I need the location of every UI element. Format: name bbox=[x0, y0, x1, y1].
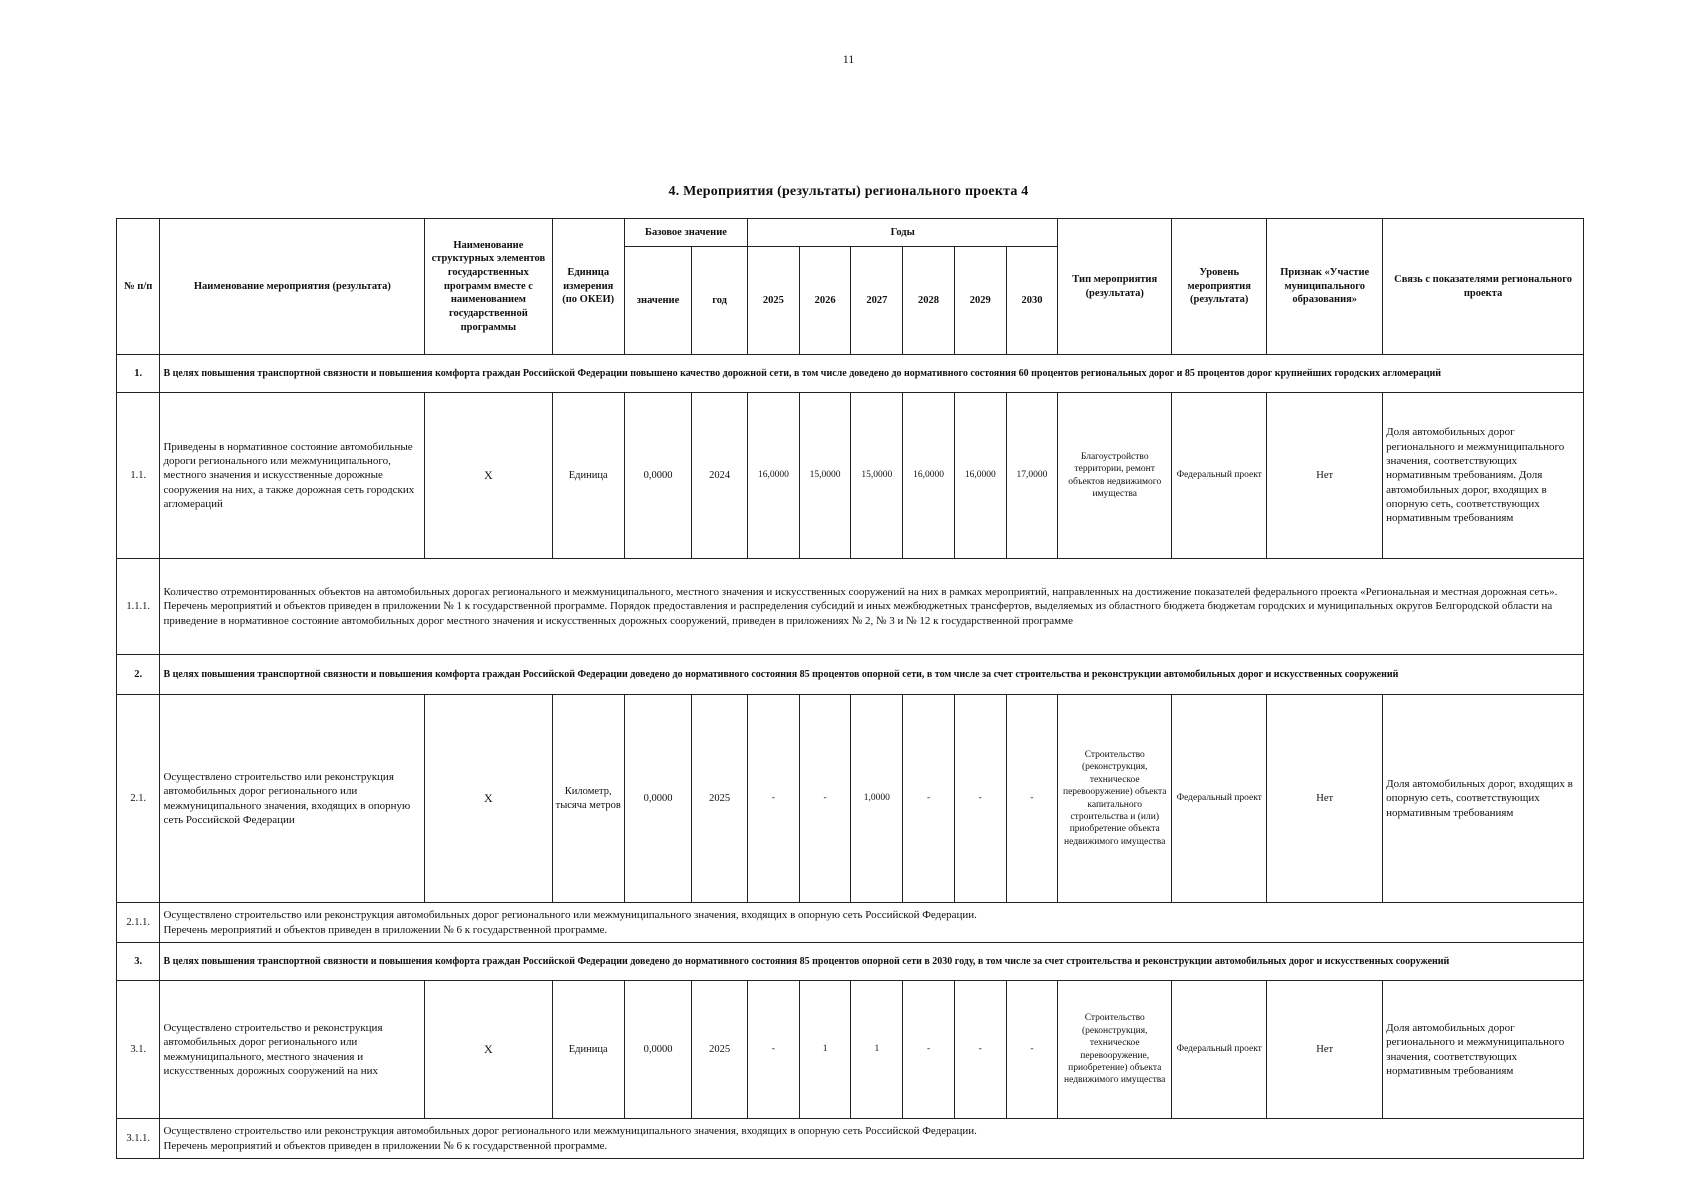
header-base-year: год bbox=[692, 247, 748, 355]
section-number: 2. bbox=[117, 655, 160, 695]
note-line: Осуществлено строительство или реконструкция автомобильных дорог регионального или межмуниципального значения, входящих в опорную сеть Российской Федерации. bbox=[163, 1125, 977, 1138]
row-y2025: - bbox=[748, 695, 800, 903]
header-y2025: 2025 bbox=[748, 247, 800, 355]
row-base-value: 0,0000 bbox=[624, 695, 691, 903]
table-row bbox=[117, 981, 1584, 1119]
row-sign: Нет bbox=[1267, 393, 1383, 559]
header-struct: Наименование структурных элементов государственных программ вместе с наименованием государственной программы bbox=[425, 219, 552, 355]
note-line: Перечень мероприятий и объектов приведен в приложении № 1 к государственной программе. Порядок предоставления и распределения субсидий и иных межбюджетных трансфертов, выделяемых из областного бюджета бюджетам городских и муниципальных округов Белгородской области на приведение в нормативное состояние автомобильных дорог местного значения и искусственных дорожных сооружений, приведен в приложениях № 2, № 3 и № 12 к государственной программе bbox=[163, 600, 1553, 627]
row-y2028: - bbox=[903, 695, 955, 903]
note-text bbox=[160, 1119, 1584, 1159]
header-y2027: 2027 bbox=[851, 247, 903, 355]
row-sign: Нет bbox=[1267, 981, 1383, 1119]
section-text: В целях повышения транспортной связности и повышения комфорта граждан Российской Федерации доведено до нормативного состояния 85 процентов опорной сети, в том числе за счет строительства и реконструкции автомобильных дорог и искусственных сооружений bbox=[160, 655, 1584, 695]
note-text bbox=[160, 559, 1584, 655]
header-no: № п/п bbox=[117, 219, 160, 355]
row-y2029: 16,0000 bbox=[954, 393, 1006, 559]
note-line: Количество отремонтированных объектов на автомобильных дорогах регионального и межмуниципального, местного значения и искусственных сооружений на них в рамках мероприятий, направленных на достижение показателей федерального проекта «Региональная и местная дорожная сеть». bbox=[163, 586, 1558, 599]
header-base: Базовое значение bbox=[624, 219, 747, 247]
header-type: Тип мероприятия (результата) bbox=[1058, 219, 1172, 355]
row-name: Приведены в нормативное состояние автомобильные дороги регионального или межмуниципального, местного значения и искусственные дорожные сооружения на них, а также дорожная сеть городских агломераций bbox=[160, 393, 425, 559]
section-number: 3. bbox=[117, 943, 160, 981]
row-base-year: 2024 bbox=[692, 393, 748, 559]
header-link: Связь с показателями регионального проекта bbox=[1383, 219, 1584, 355]
row-y2026: 1 bbox=[799, 981, 851, 1119]
section-text: В целях повышения транспортной связности и повышения комфорта граждан Российской Федерации доведено до нормативного состояния 85 процентов опорной сети в 2030 году, в том числе за счет строительства и реконструкции автомобильных дорог и искусственных сооружений bbox=[160, 943, 1584, 981]
row-y2027: 15,0000 bbox=[851, 393, 903, 559]
row-y2027: 1,0000 bbox=[851, 695, 903, 903]
activities-table bbox=[116, 218, 1584, 1159]
row-level: Федеральный проект bbox=[1172, 981, 1267, 1119]
header-level: Уровень мероприятия (результата) bbox=[1172, 219, 1267, 355]
page-number: 11 bbox=[842, 52, 855, 66]
row-y2030: - bbox=[1006, 695, 1058, 903]
row-name: Осуществлено строительство и реконструкция автомобильных дорог регионального или межмуниципального, местного значения и искусственных дорожных сооружений на них bbox=[160, 981, 425, 1119]
header-sign: Признак «Участие муниципального образования» bbox=[1267, 219, 1383, 355]
row-link: Доля автомобильных дорог регионального и межмуниципального значения, соответствующих нормативным требованиям bbox=[1383, 981, 1584, 1119]
table-row bbox=[117, 695, 1584, 903]
header-y2026: 2026 bbox=[799, 247, 851, 355]
row-level: Федеральный проект bbox=[1172, 695, 1267, 903]
row-y2029: - bbox=[954, 695, 1006, 903]
table-row bbox=[117, 393, 1584, 559]
row-name: Осуществлено строительство или реконструкция автомобильных дорог регионального или межмуниципального значения, входящих в опорную сеть Российской Федерации bbox=[160, 695, 425, 903]
header-years: Годы bbox=[748, 219, 1058, 247]
note-number: 3.1.1. bbox=[117, 1119, 160, 1159]
row-y2025: 16,0000 bbox=[748, 393, 800, 559]
row-y2030: 17,0000 bbox=[1006, 393, 1058, 559]
row-type: Благоустройство территории, ремонт объектов недвижимого имущества bbox=[1058, 393, 1172, 559]
row-base-value: 0,0000 bbox=[624, 981, 691, 1119]
row-y2027: 1 bbox=[851, 981, 903, 1119]
row-base-year: 2025 bbox=[692, 695, 748, 903]
note-row bbox=[117, 559, 1584, 655]
note-number: 1.1.1. bbox=[117, 559, 160, 655]
row-level: Федеральный проект bbox=[1172, 393, 1267, 559]
row-link: Доля автомобильных дорог регионального и межмуниципального значения, соответствующих нормативным требованиям. Доля автомобильных дорог, входящих в опорную сеть, соответствующих нормативным требованиям bbox=[1383, 393, 1584, 559]
row-y2028: 16,0000 bbox=[903, 393, 955, 559]
row-y2028: - bbox=[903, 981, 955, 1119]
row-struct: X bbox=[425, 695, 552, 903]
header-unit: Единица измерения (по ОКЕИ) bbox=[552, 219, 624, 355]
row-struct: X bbox=[425, 393, 552, 559]
note-line: Перечень мероприятий и объектов приведен в приложении № 6 к государственной программе. bbox=[163, 1139, 608, 1152]
row-y2025: - bbox=[748, 981, 800, 1119]
section-row bbox=[117, 655, 1584, 695]
row-unit: Километр, тысяча метров bbox=[552, 695, 624, 903]
header-name: Наименование мероприятия (результата) bbox=[160, 219, 425, 355]
header-y2030: 2030 bbox=[1006, 247, 1058, 355]
row-type: Строительство (реконструкция, техническое перевооружение, приобретение) объекта недвижимого имущества bbox=[1058, 981, 1172, 1119]
row-y2026: 15,0000 bbox=[799, 393, 851, 559]
row-base-year: 2025 bbox=[692, 981, 748, 1119]
row-unit: Единица bbox=[552, 393, 624, 559]
row-number: 2.1. bbox=[117, 695, 160, 903]
row-y2030: - bbox=[1006, 981, 1058, 1119]
note-row bbox=[117, 1119, 1584, 1159]
row-number: 1.1. bbox=[117, 393, 160, 559]
note-line: Перечень мероприятий и объектов приведен в приложении № 6 к государственной программе. bbox=[163, 923, 608, 936]
section-row bbox=[117, 355, 1584, 393]
row-unit: Единица bbox=[552, 981, 624, 1119]
row-type: Строительство (реконструкция, техническое перевооружение) объекта капитального строительства и (или) приобретение объекта недвижимого имущества bbox=[1058, 695, 1172, 903]
row-struct: X bbox=[425, 981, 552, 1119]
header-base-value: значение bbox=[624, 247, 691, 355]
header-y2029: 2029 bbox=[954, 247, 1006, 355]
row-sign: Нет bbox=[1267, 695, 1383, 903]
note-row bbox=[117, 903, 1584, 943]
header-y2028: 2028 bbox=[903, 247, 955, 355]
document-title: 4. Мероприятия (результаты) регионального проекта 4 bbox=[668, 184, 1029, 199]
note-number: 2.1.1. bbox=[117, 903, 160, 943]
row-base-value: 0,0000 bbox=[624, 393, 691, 559]
note-text bbox=[160, 903, 1584, 943]
row-y2029: - bbox=[954, 981, 1006, 1119]
note-line: Осуществлено строительство или реконструкция автомобильных дорог регионального или межмуниципального значения, входящих в опорную сеть Российской Федерации. bbox=[163, 909, 977, 922]
row-link: Доля автомобильных дорог, входящих в опорную сеть, соответствующих нормативным требованиям bbox=[1383, 695, 1584, 903]
section-number: 1. bbox=[117, 355, 160, 393]
section-text: В целях повышения транспортной связности и повышения комфорта граждан Российской Федерации повышено качество дорожной сети, в том числе доведено до нормативного состояния 60 процентов региональных дорог и 85 процентов дорог крупнейших городских агломераций bbox=[160, 355, 1584, 393]
row-y2026: - bbox=[799, 695, 851, 903]
section-row bbox=[117, 943, 1584, 981]
row-number: 3.1. bbox=[117, 981, 160, 1119]
